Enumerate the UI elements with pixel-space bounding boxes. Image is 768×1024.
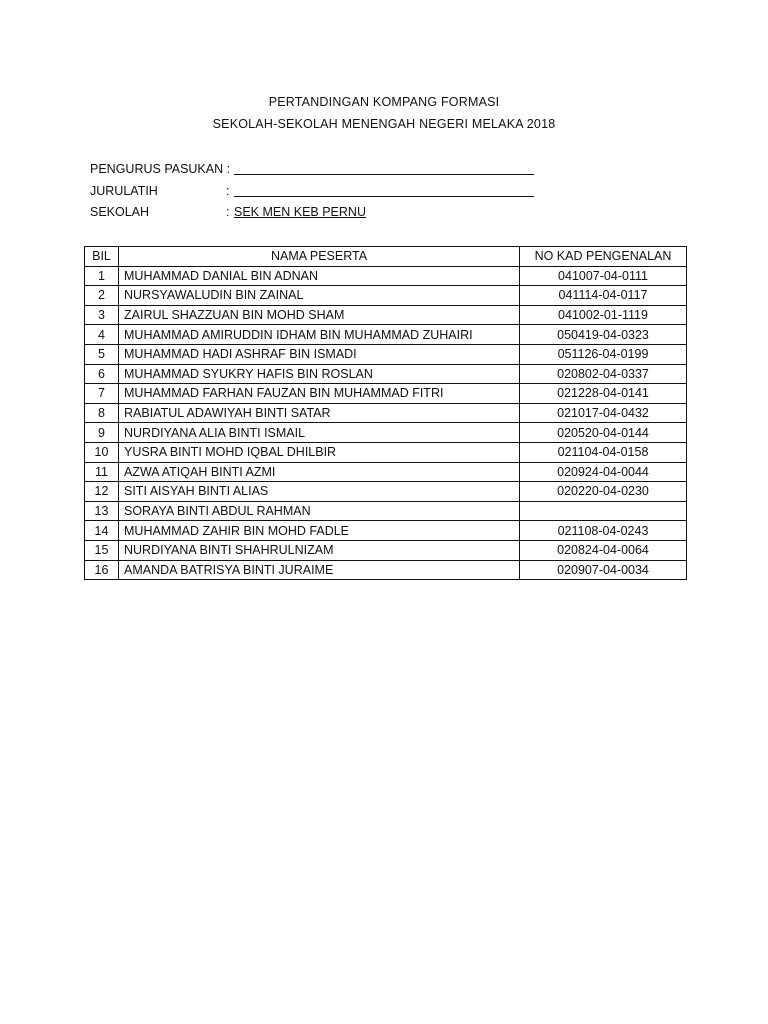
row-number-cell: 13 <box>85 501 119 521</box>
row-number-cell: 2 <box>85 286 119 306</box>
jurulatih-blank-line <box>234 196 534 197</box>
participant-name-cell: YUSRA BINTI MOHD IQBAL DHILBIR <box>119 442 520 462</box>
ic-number-cell: 021108-04-0243 <box>520 521 687 541</box>
table-row <box>85 344 687 364</box>
table-row <box>85 423 687 443</box>
table-row <box>85 521 687 541</box>
document-subtitle: SEKOLAH-SEKOLAH MENENGAH NEGERI MELAKA 2018 <box>212 117 556 131</box>
jurulatih-colon: : <box>226 184 230 198</box>
sekolah-label: SEKOLAH <box>90 205 150 219</box>
table-row <box>85 325 687 345</box>
row-number-cell: 1 <box>85 266 119 286</box>
header-bil: BIL <box>85 247 119 267</box>
sekolah-value: SEK MEN KEB PERNU <box>234 205 366 219</box>
table-row <box>85 462 687 482</box>
table-row <box>85 266 687 286</box>
ic-number-cell: 041002-01-1119 <box>520 305 687 325</box>
row-number-cell: 4 <box>85 325 119 345</box>
ic-number-cell: 021228-04-0141 <box>520 384 687 404</box>
participant-name-cell: SITI AISYAH BINTI ALIAS <box>119 482 520 502</box>
ic-number-cell: 041114-04-0117 <box>520 286 687 306</box>
header-nama-peserta: NAMA PESERTA <box>119 247 520 267</box>
table-row <box>85 384 687 404</box>
participant-name-cell: NURSYAWALUDIN BIN ZAINAL <box>119 286 520 306</box>
table-row <box>85 305 687 325</box>
ic-number-cell: 041007-04-0111 <box>520 266 687 286</box>
ic-number-cell: 020220-04-0230 <box>520 482 687 502</box>
pengurus-pasukan-blank-line <box>234 174 534 175</box>
ic-number-cell: 021017-04-0432 <box>520 403 687 423</box>
table-header-row <box>85 247 687 267</box>
participant-name-cell: MUHAMMAD SYUKRY HAFIS BIN ROSLAN <box>119 364 520 384</box>
row-number-cell: 9 <box>85 423 119 443</box>
row-number-cell: 6 <box>85 364 119 384</box>
table-row <box>85 442 687 462</box>
participant-name-cell: ZAIRUL SHAZZUAN BIN MOHD SHAM <box>119 305 520 325</box>
participant-name-cell: AMANDA BATRISYA BINTI JURAIME <box>119 560 520 580</box>
ic-number-cell: 021104-04-0158 <box>520 442 687 462</box>
ic-number-cell: 020907-04-0034 <box>520 560 687 580</box>
ic-number-cell: 020520-04-0144 <box>520 423 687 443</box>
pengurus-pasukan-label: PENGURUS PASUKAN : <box>90 162 231 176</box>
ic-number-cell: 020802-04-0337 <box>520 364 687 384</box>
participant-name-cell: MUHAMMAD ZAHIR BIN MOHD FADLE <box>119 521 520 541</box>
row-number-cell: 7 <box>85 384 119 404</box>
table-row <box>85 560 687 580</box>
jurulatih-label: JURULATIH <box>90 184 158 198</box>
sekolah-colon: : <box>226 205 230 219</box>
table-row <box>85 501 687 521</box>
table-row <box>85 540 687 560</box>
participant-name-cell: NURDIYANA BINTI SHAHRULNIZAM <box>119 540 520 560</box>
row-number-cell: 14 <box>85 521 119 541</box>
participants-table <box>84 246 687 580</box>
participant-name-cell: MUHAMMAD FARHAN FAUZAN BIN MUHAMMAD FITRI <box>119 384 520 404</box>
row-number-cell: 15 <box>85 540 119 560</box>
row-number-cell: 12 <box>85 482 119 502</box>
row-number-cell: 11 <box>85 462 119 482</box>
participant-name-cell: RABIATUL ADAWIYAH BINTI SATAR <box>119 403 520 423</box>
header-no-kad-pengenalan: NO KAD PENGENALAN <box>520 247 687 267</box>
ic-number-cell <box>520 501 687 521</box>
ic-number-cell: 020924-04-0044 <box>520 462 687 482</box>
ic-number-cell: 020824-04-0064 <box>520 540 687 560</box>
row-number-cell: 16 <box>85 560 119 580</box>
table-row <box>85 403 687 423</box>
participant-name-cell: NURDIYANA ALIA BINTI ISMAIL <box>119 423 520 443</box>
document-title: PERTANDINGAN KOMPANG FORMASI <box>268 95 500 109</box>
participant-name-cell: MUHAMMAD DANIAL BIN ADNAN <box>119 266 520 286</box>
participant-name-cell: SORAYA BINTI ABDUL RAHMAN <box>119 501 520 521</box>
row-number-cell: 3 <box>85 305 119 325</box>
row-number-cell: 10 <box>85 442 119 462</box>
row-number-cell: 5 <box>85 344 119 364</box>
participant-name-cell: AZWA ATIQAH BINTI AZMI <box>119 462 520 482</box>
participant-name-cell: MUHAMMAD AMIRUDDIN IDHAM BIN MUHAMMAD ZUHAIRI <box>119 325 520 345</box>
table-row <box>85 364 687 384</box>
table-row <box>85 286 687 306</box>
ic-number-cell: 050419-04-0323 <box>520 325 687 345</box>
ic-number-cell: 051126-04-0199 <box>520 344 687 364</box>
participant-name-cell: MUHAMMAD HADI ASHRAF BIN ISMADI <box>119 344 520 364</box>
row-number-cell: 8 <box>85 403 119 423</box>
participants-body <box>85 266 687 580</box>
table-row <box>85 482 687 502</box>
